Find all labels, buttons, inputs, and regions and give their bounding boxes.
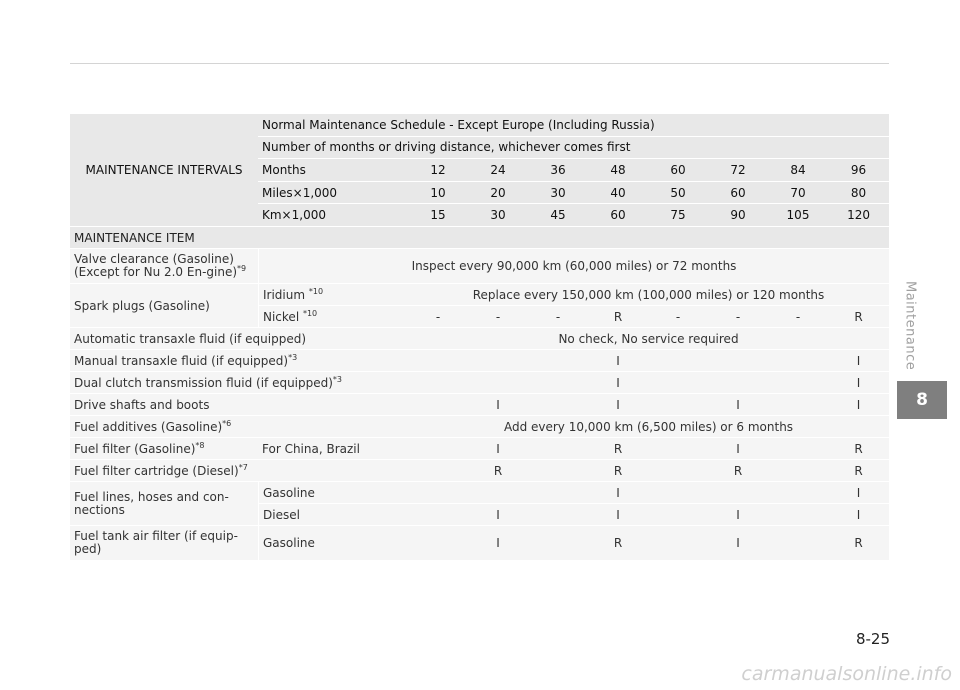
interval-cell <box>528 394 588 416</box>
month-cell: 36 <box>528 159 588 182</box>
km-cell: 105 <box>768 204 828 227</box>
table-row <box>70 249 889 284</box>
span-instruction: Inspect every 90,000 km (60,000 miles) or 72 months <box>258 249 889 284</box>
footnote-marker: *8 <box>195 440 205 450</box>
interval-cell <box>528 372 588 394</box>
interval-cell: I <box>828 394 889 416</box>
row-label: Spark plugs (Gasoline) <box>70 284 258 328</box>
interval-cell <box>708 350 768 372</box>
header-row-title <box>70 114 889 137</box>
miles-cell: 70 <box>768 182 828 205</box>
interval-cell <box>408 350 468 372</box>
interval-cell: I <box>588 482 648 504</box>
table-row <box>70 460 889 482</box>
interval-cell: R <box>828 438 889 460</box>
row-label <box>70 416 408 438</box>
row-label: Drive shafts and boots <box>70 394 408 416</box>
km-cell: 60 <box>588 204 648 227</box>
sub-label: Gasoline <box>258 526 408 561</box>
maintenance-item-header-row <box>70 227 889 249</box>
km-cell: 45 <box>528 204 588 227</box>
miles-cell: 50 <box>648 182 708 205</box>
table-row <box>70 526 889 561</box>
table-row <box>70 372 889 394</box>
span-instruction: No check, No service required <box>408 328 889 350</box>
footnote-marker: *3 <box>288 352 298 362</box>
interval-cell <box>528 350 588 372</box>
row-label-text: Fuel filter (Gasoline) <box>74 441 196 456</box>
interval-cell: I <box>708 504 768 526</box>
interval-cell: I <box>468 504 528 526</box>
miles-cell: 30 <box>528 182 588 205</box>
interval-cell: R <box>588 460 648 482</box>
interval-cell <box>708 372 768 394</box>
interval-cell: - <box>768 306 828 328</box>
top-divider <box>70 63 889 64</box>
interval-cell: I <box>588 394 648 416</box>
sub-label: For China, Brazil <box>258 438 408 460</box>
sub-label <box>258 284 408 306</box>
miles-label: Miles×1,000 <box>258 182 408 205</box>
month-cell: 84 <box>768 159 828 182</box>
interval-cell: R <box>588 438 648 460</box>
interval-cell: I <box>588 350 648 372</box>
row-label: Automatic transaxle fluid (if equipped) <box>70 328 408 350</box>
interval-cell <box>768 526 828 561</box>
watermark: carmanualsonline.info <box>741 663 952 685</box>
interval-cell: R <box>468 460 528 482</box>
sub-label <box>258 306 408 328</box>
interval-cell: I <box>828 482 889 504</box>
months-label: Months <box>258 159 408 182</box>
sub-label-text: Nickel <box>263 309 303 324</box>
maintenance-schedule-table <box>70 114 889 561</box>
row-label <box>70 372 408 394</box>
interval-cell <box>468 350 528 372</box>
month-cell: 96 <box>828 159 889 182</box>
span-instruction: Add every 10,000 km (6,500 miles) or 6 months <box>408 416 889 438</box>
interval-cell: - <box>408 306 468 328</box>
table-row <box>70 394 889 416</box>
interval-cell: R <box>708 460 768 482</box>
interval-cell <box>528 460 588 482</box>
interval-cell <box>708 482 768 504</box>
interval-cell <box>528 438 588 460</box>
schedule-subtitle: Number of months or driving distance, whichever comes first <box>258 137 889 160</box>
row-label: Fuel tank air filter (if equip-ped) <box>70 526 258 561</box>
month-cell: 12 <box>408 159 468 182</box>
interval-cell: R <box>588 526 648 561</box>
interval-cell <box>408 394 468 416</box>
interval-cell: R <box>828 306 889 328</box>
row-label: Fuel lines, hoses and con-nections <box>70 482 258 526</box>
footnote-marker: *6 <box>222 418 232 428</box>
table-row <box>70 284 889 306</box>
interval-cell: R <box>828 526 889 561</box>
row-label <box>70 460 408 482</box>
interval-cell <box>528 526 588 561</box>
interval-cell <box>468 482 528 504</box>
row-label-text: Valve clearance (Gasoline) (Except for Nu 2.0 En-gine) <box>74 252 238 279</box>
interval-cell <box>648 526 708 561</box>
table-row <box>70 416 889 438</box>
interval-cell: R <box>828 460 889 482</box>
row-label-text: Manual transaxle fluid (if equipped) <box>74 353 289 368</box>
month-cell: 24 <box>468 159 528 182</box>
interval-cell <box>408 438 468 460</box>
table-row <box>70 438 889 460</box>
interval-cell: - <box>468 306 528 328</box>
footnote-marker: *3 <box>332 374 343 384</box>
month-cell: 72 <box>708 159 768 182</box>
interval-cell: - <box>528 306 588 328</box>
miles-cell: 80 <box>828 182 889 205</box>
interval-cell <box>768 350 828 372</box>
sub-label-text: Iridium <box>263 287 309 302</box>
footnote-marker: *10 <box>308 286 324 296</box>
miles-cell: 10 <box>408 182 468 205</box>
interval-cell <box>648 482 708 504</box>
month-cell: 48 <box>588 159 648 182</box>
interval-cell: I <box>708 526 768 561</box>
span-instruction: Replace every 150,000 km (100,000 miles) or 120 months <box>408 284 889 306</box>
footnote-marker: *9 <box>237 264 247 273</box>
interval-cell <box>408 372 468 394</box>
km-cell: 30 <box>468 204 528 227</box>
interval-cell: I <box>828 372 889 394</box>
maintenance-intervals-label: MAINTENANCE INTERVALS <box>70 114 258 227</box>
interval-cell <box>768 438 828 460</box>
row-label-text: Dual clutch transmission fluid (if equipped) <box>74 375 333 390</box>
schedule-title: Normal Maintenance Schedule - Except Europe (Including Russia) <box>258 114 889 137</box>
interval-cell: I <box>828 504 889 526</box>
interval-cell <box>528 482 588 504</box>
table-row <box>70 328 889 350</box>
interval-cell <box>648 394 708 416</box>
table-row <box>70 350 889 372</box>
interval-cell <box>768 394 828 416</box>
interval-cell: I <box>708 438 768 460</box>
row-label <box>70 249 258 284</box>
interval-cell: I <box>708 394 768 416</box>
interval-cell: - <box>648 306 708 328</box>
interval-cell: I <box>468 438 528 460</box>
interval-cell: - <box>708 306 768 328</box>
interval-cell: R <box>588 306 648 328</box>
interval-cell <box>408 526 468 561</box>
interval-cell <box>768 372 828 394</box>
interval-cell: I <box>828 350 889 372</box>
month-cell: 60 <box>648 159 708 182</box>
interval-cell: I <box>468 394 528 416</box>
chapter-tab-number: 8 <box>897 381 947 419</box>
footnote-marker: *10 <box>302 308 318 318</box>
km-cell: 15 <box>408 204 468 227</box>
interval-cell <box>408 460 468 482</box>
footnote-marker: *7 <box>238 462 248 472</box>
interval-cell <box>648 460 708 482</box>
interval-cell <box>408 504 468 526</box>
miles-cell: 40 <box>588 182 648 205</box>
sub-label: Gasoline <box>258 482 408 504</box>
interval-cell <box>648 372 708 394</box>
table-row <box>70 482 889 504</box>
km-cell: 90 <box>708 204 768 227</box>
interval-cell: I <box>588 504 648 526</box>
interval-cell <box>768 482 828 504</box>
maintenance-item-label: MAINTENANCE ITEM <box>70 227 889 249</box>
interval-cell <box>768 504 828 526</box>
interval-cell: I <box>588 372 648 394</box>
chapter-tab-label: Maintenance <box>902 281 918 371</box>
km-cell: 120 <box>828 204 889 227</box>
page-number: 8-25 <box>855 630 890 648</box>
row-label-text: Fuel additives (Gasoline) <box>74 419 223 434</box>
interval-cell <box>408 482 468 504</box>
km-cell: 75 <box>648 204 708 227</box>
interval-cell <box>648 350 708 372</box>
interval-cell <box>768 460 828 482</box>
row-label-text: Fuel filter cartridge (Diesel) <box>74 463 239 478</box>
miles-cell: 20 <box>468 182 528 205</box>
row-label <box>70 350 408 372</box>
miles-cell: 60 <box>708 182 768 205</box>
km-label: Km×1,000 <box>258 204 408 227</box>
interval-cell <box>468 372 528 394</box>
interval-cell: I <box>468 526 528 561</box>
sub-label: Diesel <box>258 504 408 526</box>
interval-cell <box>648 504 708 526</box>
interval-cell <box>528 504 588 526</box>
interval-cell <box>648 438 708 460</box>
row-label <box>70 438 258 460</box>
